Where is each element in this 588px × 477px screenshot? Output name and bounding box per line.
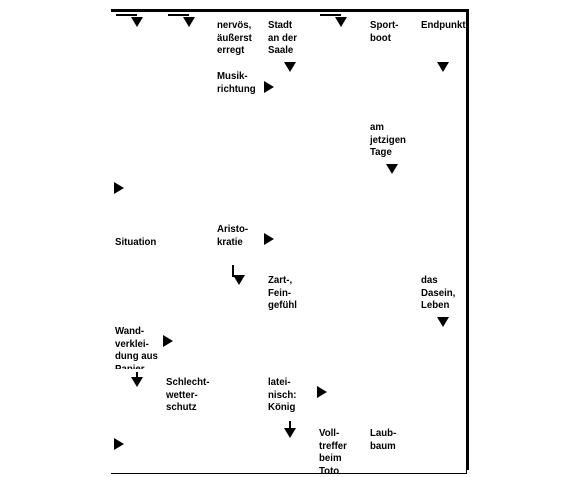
arrow-stem [116,14,137,16]
clue-text: nervös, äußerst erregt [217,19,252,56]
clue-cell [264,369,316,421]
clue-text: Wand- verklei- dung aus [115,325,158,362]
answer-cell[interactable] [264,165,316,217]
arrow-down-icon [183,17,195,27]
answer-cell[interactable] [111,114,163,166]
answer-cell[interactable] [315,63,367,115]
arrow-stem [136,372,138,379]
clue-cell [111,216,163,268]
arrow-right-icon [114,438,124,450]
arrow-down-icon [386,164,398,174]
answer-cell[interactable] [213,165,265,217]
arrow-stem [289,421,291,428]
arrow-down-icon [131,17,143,27]
arrow-down-icon [437,62,449,72]
answer-cell[interactable] [162,165,214,217]
clue-text: das Dasein, Leben [421,274,456,311]
answer-cell[interactable] [315,114,367,166]
answer-cell[interactable] [213,318,265,370]
answer-cell[interactable] [162,114,214,166]
clue-cell [213,12,265,64]
clue-text: am jetzigen Tage [370,121,406,158]
answer-cell[interactable] [111,267,163,319]
clue-text: Laub- baum [370,427,397,452]
answer-cell[interactable] [162,63,214,115]
answer-cell[interactable] [264,114,316,166]
answer-cell[interactable] [417,420,467,474]
clue-cell [366,12,418,64]
answer-cell[interactable] [417,165,467,217]
arrow-right-icon [317,386,327,398]
answer-cell[interactable] [213,420,265,474]
clue-text: latei- nisch: König [268,376,297,413]
clue-text: Zart-, Fein- gefühl [268,274,297,311]
arrow-right-icon [163,335,173,347]
answer-cell[interactable] [315,267,367,319]
clue-cell [264,267,316,319]
answer-cell[interactable] [366,369,418,421]
clue-cell [111,318,163,370]
clue-cell [366,420,418,474]
clue-text: Aristo- kratie [217,223,249,248]
answer-cell[interactable] [417,369,467,421]
answer-cell[interactable] [264,318,316,370]
clue-cell [417,267,467,319]
clue-text: Situation [115,235,157,248]
arrow-right-icon [264,233,274,245]
arrow-right-icon [264,81,274,93]
crossword-grid [111,9,469,477]
arrow-down-icon [284,428,296,438]
clue-cell [213,216,265,268]
answer-cell[interactable] [162,216,214,268]
clue-text: Stadt an der Saale [268,19,297,56]
answer-cell[interactable] [366,216,418,268]
arrow-down-icon [233,275,245,285]
clue-cell [417,12,467,64]
arrow-stem [168,14,189,16]
answer-cell[interactable] [213,114,265,166]
clue-cell [366,114,418,166]
answer-cell[interactable] [162,267,214,319]
answer-cell[interactable] [315,165,367,217]
arrow-stem [320,14,341,16]
arrow-down-icon [437,317,449,327]
clue-cell [162,369,214,421]
clue-text: Endpunkt [421,19,466,31]
clue-cell [264,12,316,64]
answer-cell[interactable] [366,63,418,115]
answer-cell[interactable] [162,420,214,474]
clue-text: Sport- boot [370,19,399,44]
answer-cell[interactable] [315,216,367,268]
answer-cell[interactable] [417,216,467,268]
answer-cell[interactable] [111,63,163,115]
answer-cell[interactable] [366,267,418,319]
clue-text: Schlecht- wetter- schutz [166,376,210,413]
clue-cell [315,420,367,477]
answer-cell[interactable] [213,369,265,421]
answer-cell[interactable] [366,318,418,370]
arrow-stem [232,265,234,277]
clue-text: Musik- richtung [217,70,256,95]
arrow-right-icon [114,182,124,194]
clue-text: Voll- treffer beim Toto [319,427,347,477]
answer-cell[interactable] [315,318,367,370]
clue-cell [213,63,265,115]
arrow-down-icon [284,62,296,72]
arrow-down-icon [335,17,347,27]
answer-cell[interactable] [417,114,467,166]
